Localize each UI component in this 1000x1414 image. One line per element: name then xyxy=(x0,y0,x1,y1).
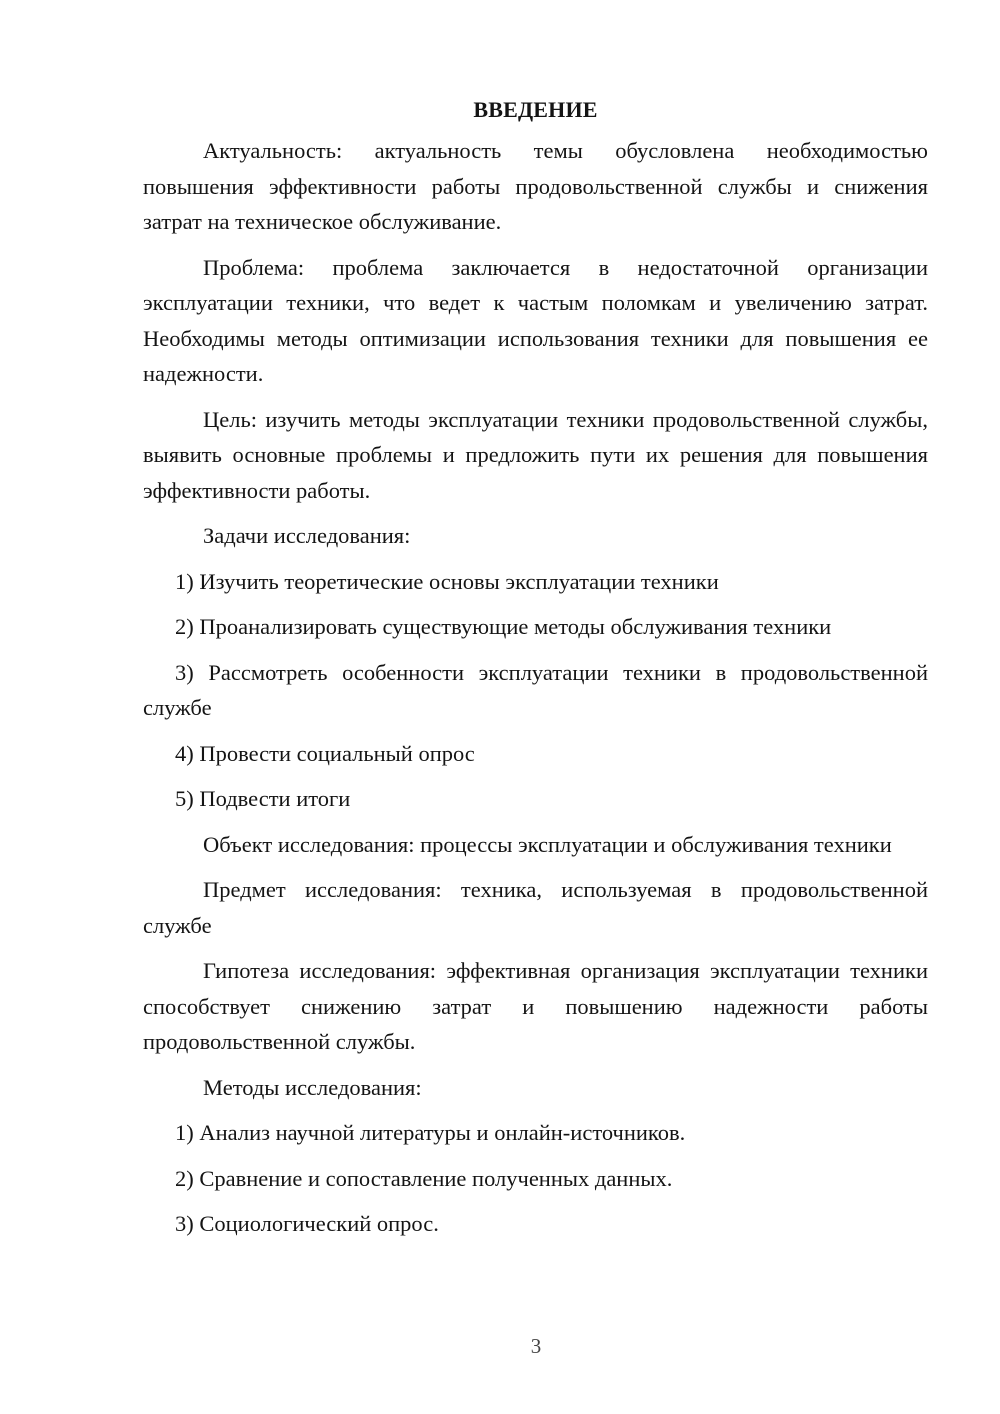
method-item: 3) Социологический опрос. xyxy=(175,1211,439,1236)
tasks-heading: Задачи исследования: xyxy=(203,523,411,548)
task-item: 4) Провести социальный опрос xyxy=(175,740,475,766)
task-item: 3) Рассмотреть особенности эксплуатации техники в продовольственной службе xyxy=(143,659,928,720)
task-item: 2) Проанализировать существующие методы обслуживания техники xyxy=(175,614,832,639)
subject-paragraph: Предмет исследования: техника, используемая в продовольственной службе xyxy=(143,877,928,938)
relevance-paragraph: Актуальность: актуальность темы обусловлена необходимостью повышения эффективности работы продовольственной службы и снижения затрат на техническое обслуживание. xyxy=(143,138,928,234)
method-item: 1) Анализ научной литературы и онлайн-источников. xyxy=(175,1120,686,1145)
task-item: 1) Изучить теоретические основы эксплуатации техники xyxy=(175,568,719,594)
page-number: 3 xyxy=(530,1334,542,1358)
page-title: ВВЕДЕНИЕ xyxy=(473,97,598,122)
hypothesis-paragraph: Гипотеза исследования: эффективная организация эксплуатации техники способствует снижению затрат и повышению надежности работы продовольственной службы. xyxy=(143,958,928,1054)
methods-heading: Методы исследования: xyxy=(203,1074,422,1100)
goal-paragraph: Цель: изучить методы эксплуатации техники продовольственной службы, выявить основные проблемы и предложить пути их решения для повышения эффективности работы. xyxy=(143,406,928,503)
page-content xyxy=(143,92,928,1252)
object-paragraph: Объект исследования: процессы эксплуатации и обслуживания техники xyxy=(203,831,892,857)
task-item: 5) Подвести итоги xyxy=(175,786,351,811)
problem-paragraph: Проблема: проблема заключается в недостаточной организации эксплуатации техники, что ведет к частым поломкам и увеличению затрат. Необходимы методы оптимизации использования техники для повышения ее надежности. xyxy=(143,254,928,386)
method-item: 2) Сравнение и сопоставление полученных данных. xyxy=(175,1165,673,1191)
